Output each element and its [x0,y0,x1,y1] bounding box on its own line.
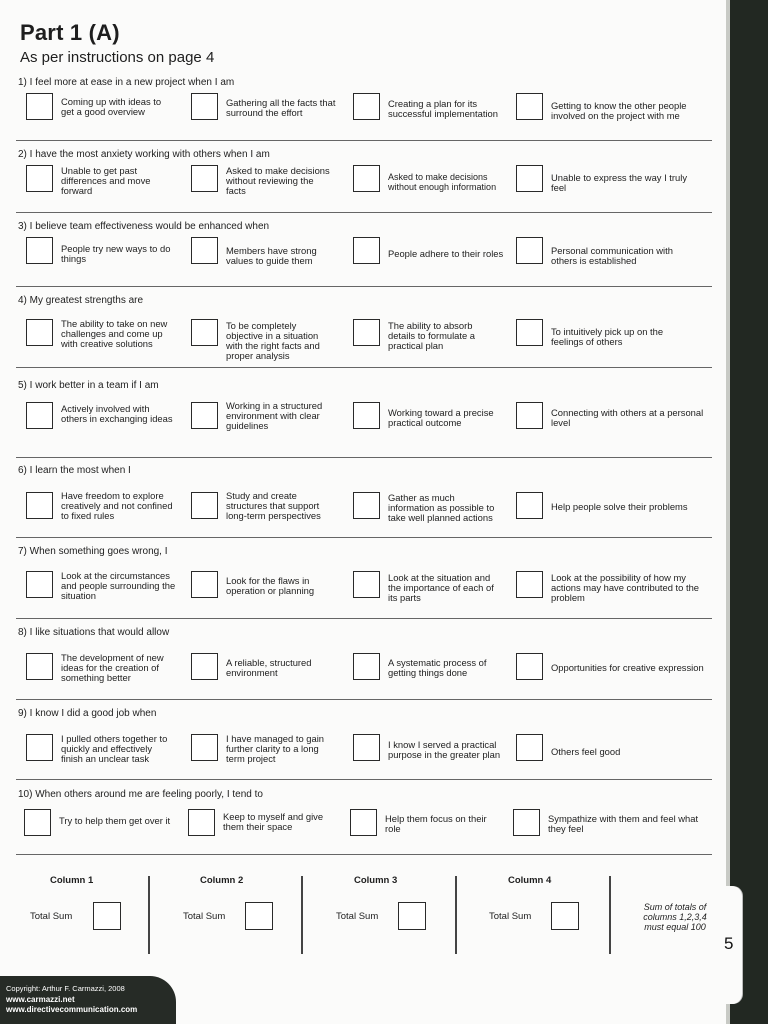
answer-box[interactable] [26,319,53,346]
option-label: People adhere to their roles [388,248,504,259]
option-label: Working in a structured environment with clear guidelines [226,400,323,431]
answer-box[interactable] [24,809,51,836]
answer-box[interactable] [513,809,540,836]
answer-box[interactable] [353,319,380,346]
answer-box[interactable] [516,492,543,519]
answer-box[interactable] [191,237,218,264]
column-3-heading: Column 3 [354,875,398,886]
answer-box[interactable] [26,734,53,761]
option-label: Members have strong values to guide them [226,245,317,266]
answer-box[interactable] [353,93,380,120]
question-text: 6) I learn the most when I [18,465,131,476]
column-4-sum-label: Total Sum [489,911,532,922]
answer-box[interactable] [516,653,543,680]
answer-box[interactable] [26,237,53,264]
answer-box[interactable] [516,402,543,429]
option-label: Look at the circumstances and people surrounding the situation [61,570,176,601]
copyright-text: Copyright: Arthur F. Carmazzi, 2008 [6,984,125,993]
answer-box[interactable] [516,165,543,192]
column-separator [609,876,611,954]
answer-box[interactable] [26,571,53,598]
answer-box[interactable] [353,653,380,680]
answer-box[interactable] [26,492,53,519]
option-label: The ability to take on new challenges and come up with creative solutions [61,318,168,349]
option-label: Working toward a precise practical outcome [388,407,494,428]
answer-box[interactable] [353,237,380,264]
option-label: Unable to get past differences and move forward [61,165,151,196]
option-label: Try to help them get over it [59,815,171,826]
answer-box[interactable] [353,571,380,598]
answer-box[interactable] [353,402,380,429]
answer-box[interactable] [516,319,543,346]
option-label: People try new ways to do things [61,243,171,264]
question-text: 2) I have the most anxiety working with others when I am [18,149,270,160]
option-label: Help people solve their problems [551,501,688,512]
option-label: I know I served a practical purpose in the greater plan [388,739,501,760]
copyright-footer [0,976,176,1024]
option-label: Personal communication with others is established [551,245,673,266]
answer-box[interactable] [191,402,218,429]
column-2-total-box[interactable] [245,902,273,930]
option-label: Getting to know the other people involved on the project with me [551,100,687,121]
column-separator [148,876,150,954]
answer-box[interactable] [353,165,380,192]
option-label: Asked to make decisions without reviewing the facts [226,165,330,196]
question-divider [16,286,712,287]
answer-box[interactable] [26,165,53,192]
question-divider [16,212,712,213]
question-divider [16,140,712,141]
question-text: 1) I feel more at ease in a new project when I am [18,77,235,88]
option-label: Look at the possibility of how my actions may have contributed to the problem [551,572,700,603]
question-divider [16,854,712,855]
answer-box[interactable] [350,809,377,836]
option-label: Sympathize with them and feel what they feel [548,813,699,834]
question-divider [16,618,712,619]
option-label: Actively involved with others in exchanging ideas [61,403,173,424]
question-divider [16,699,712,700]
option-label: To be completely objective in a situation with the right facts and proper analysis [226,320,320,361]
answer-box[interactable] [191,319,218,346]
option-label: A reliable, structured environment [226,657,312,678]
option-label: Gather as much information as possible to take well planned actions [388,492,495,523]
option-label: Unable to express the way I truly feel [551,172,688,193]
question-divider [16,367,712,368]
column-2-heading: Column 2 [200,875,244,886]
answer-box[interactable] [516,93,543,120]
column-4-heading: Column 4 [508,875,552,886]
totals-row [0,868,726,958]
column-4-total-box[interactable] [551,902,579,930]
column-1-sum-label: Total Sum [30,911,73,922]
question-divider [16,779,712,780]
sum-note: Sum of totals of columns 1,2,3,4 must equal 100 [643,902,707,932]
column-separator [301,876,303,954]
option-label: A systematic process of getting things done [388,657,487,678]
question-text: 4) My greatest strengths are [18,295,144,306]
option-label: Have freedom to explore creatively and not confined to fixed rules [61,490,173,521]
option-label: Coming up with ideas to get a good overview [61,96,162,117]
question-text: 8) I like situations that would allow [18,627,170,638]
answer-box[interactable] [188,809,215,836]
option-label: Look at the situation and the importance of each of its parts [388,572,494,603]
question-text: 9) I know I did a good job when [18,708,157,719]
question-divider [16,457,712,458]
answer-box[interactable] [191,653,218,680]
binding-strip [726,0,768,1024]
page-title: Part 1 (A) [20,20,120,45]
option-label: The ability to absorb details to formulate a practical plan [388,320,476,351]
answer-box[interactable] [191,165,218,192]
answer-box[interactable] [353,734,380,761]
option-label: I pulled others together to quickly and effectively finish an unclear task [61,733,168,764]
column-separator [455,876,457,954]
answer-box[interactable] [26,653,53,680]
option-label: Gathering all the facts that surround the effort [226,97,336,118]
option-label: Opportunities for creative expression [551,662,704,673]
option-label: Others feel good [551,746,621,757]
option-label: Study and create structures that support long-term perspectives [226,490,321,521]
column-3-sum-label: Total Sum [336,911,379,922]
option-label: Asked to make decisions without enough information [388,172,497,192]
website-link-carmazzi[interactable]: www.carmazzi.net [6,995,75,1004]
question-divider [16,537,712,538]
column-1-total-box[interactable] [93,902,121,930]
answer-box[interactable] [191,492,218,519]
page-subtitle: As per instructions on page 4 [20,49,215,66]
answer-box[interactable] [191,734,218,761]
option-label: Keep to myself and give them their space [223,811,324,832]
page-edge [726,0,730,1024]
column-3-total-box[interactable] [398,902,426,930]
option-label: Help them focus on their role [385,813,487,834]
answer-box[interactable] [26,402,53,429]
answer-box[interactable] [516,734,543,761]
page-number: 5 [724,934,734,953]
option-label: Look for the flaws in operation or planning [226,575,315,596]
column-1-heading: Column 1 [50,875,94,886]
answer-box[interactable] [191,571,218,598]
option-label: The development of new ideas for the creation of something better [61,652,164,683]
answer-box[interactable] [353,492,380,519]
website-link-directive[interactable]: www.directivecommunication.com [6,1005,138,1014]
question-text: 7) When something goes wrong, I [18,546,168,557]
answer-box[interactable] [516,571,543,598]
answer-box[interactable] [26,93,53,120]
question-text: 3) I believe team effectiveness would be enhanced when [18,221,270,232]
answer-box[interactable] [191,93,218,120]
option-label: To intuitively pick up on the feelings of others [551,326,664,347]
option-label: Connecting with others at a personal level [551,407,704,428]
question-text: 5) I work better in a team if I am [18,380,159,391]
option-label: I have managed to gain further clarity to a long term project [226,733,324,764]
answer-box[interactable] [516,237,543,264]
option-label: Creating a plan for its successful implementation [388,98,498,119]
column-2-sum-label: Total Sum [183,911,226,922]
question-text: 10) When others around me are feeling poorly, I tend to [18,789,263,800]
